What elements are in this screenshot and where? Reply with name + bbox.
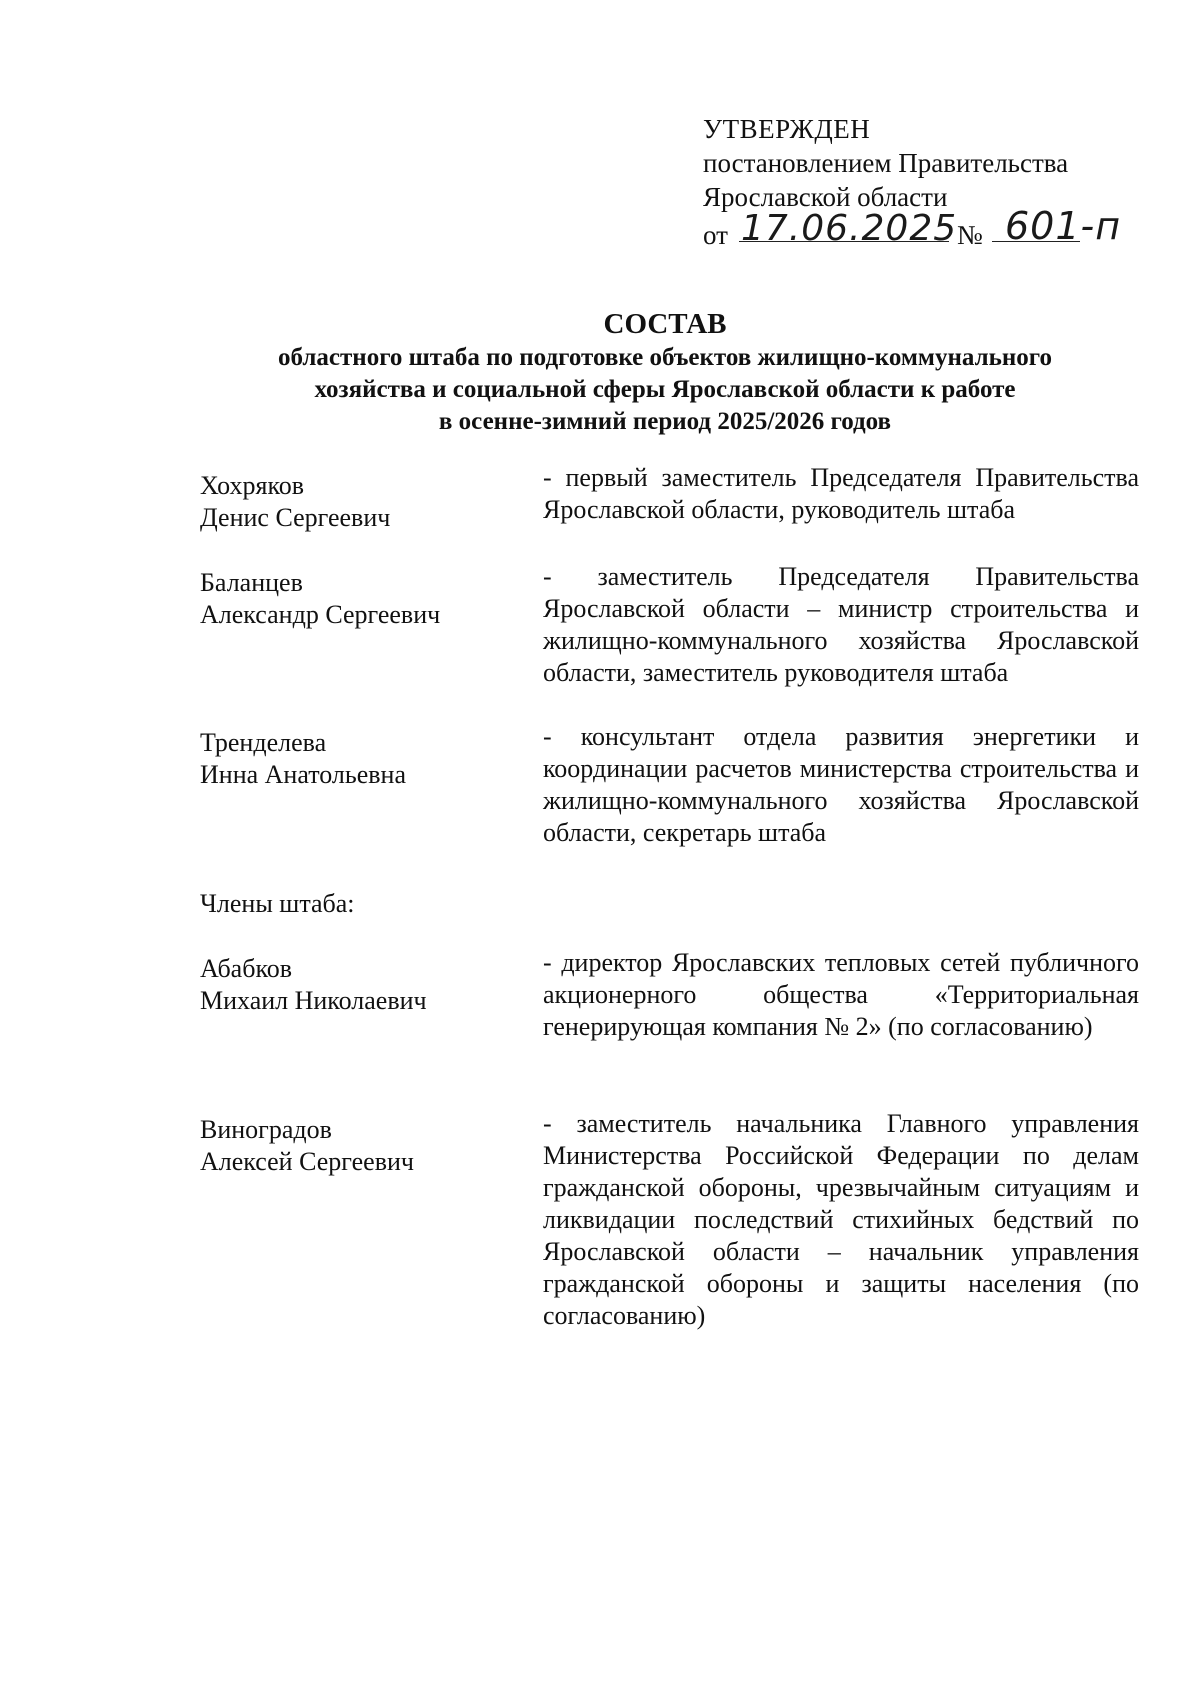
member-role: - заместитель начальника Главного управления Министерства Российской Федерации по делам гражданской обороны, чрезвычайным ситуациям и ликвидации последствий стихийных бедствий по Ярославской области – начальник управления гражданской обороны и защиты населения (по согласованию) [543,1109,1139,1330]
title-main: СОСТАВ [603,308,727,340]
member-given-name: Михаил Николаевич [200,986,427,1015]
approval-line-2: Ярославской области [703,182,948,212]
member-given-name: Инна Анатольевна [200,760,406,789]
approved-heading: УТВЕРЖДЕН [703,114,871,144]
member-surname: Баланцев [200,568,303,597]
member-role: - консультант отдела развития энергетики и координации расчетов министерства строительства и жилищно-коммунального хозяйства Ярославской области, секретарь штаба [543,722,1139,847]
member-surname: Абабков [200,954,293,983]
member-name [200,567,530,631]
member-role: - заместитель Председателя Правительства Ярославской области – министр строительства и жилищно-коммунального хозяйства Ярославской области, заместитель руководителя штаба [543,562,1139,687]
member-name [200,953,530,1017]
member-name [200,727,530,791]
handwritten-date: 17.06.2025 [741,208,958,249]
number-sign: № [957,220,983,250]
member-given-name: Александр Сергеевич [200,600,441,629]
title-line-2: хозяйства и социальной сферы Ярославской области к работе [314,376,1016,403]
member-surname: Виноградов [200,1115,332,1144]
title-line-1: областного штаба по подготовке объектов жилищно-коммунального [278,344,1052,371]
members-label: Члены штаба: [200,889,355,918]
member-surname: Тренделева [200,728,327,757]
document-title [150,306,1180,438]
member-role: - первый заместитель Председателя Правительства Ярославской области, руководитель штаба [543,463,1139,524]
member-name [200,1114,530,1178]
approval-date-line [703,204,1163,254]
title-line-3: в осенне-зимний период 2025/2026 годов [438,408,892,435]
member-given-name: Алексей Сергеевич [200,1147,414,1176]
member-name [200,470,530,534]
member-role: - директор Ярославских тепловых сетей публичного акционерного общества «Территориальная генерирующая компания № 2» (по согласованию) [543,948,1139,1041]
member-surname: Хохряков [200,471,305,500]
handwritten-number: 601-п [1005,204,1122,248]
approval-block [703,112,1163,254]
date-prefix: от [703,220,728,250]
approval-line-1: постановлением Правительства [703,148,1069,178]
member-given-name: Денис Сергеевич [200,503,391,532]
